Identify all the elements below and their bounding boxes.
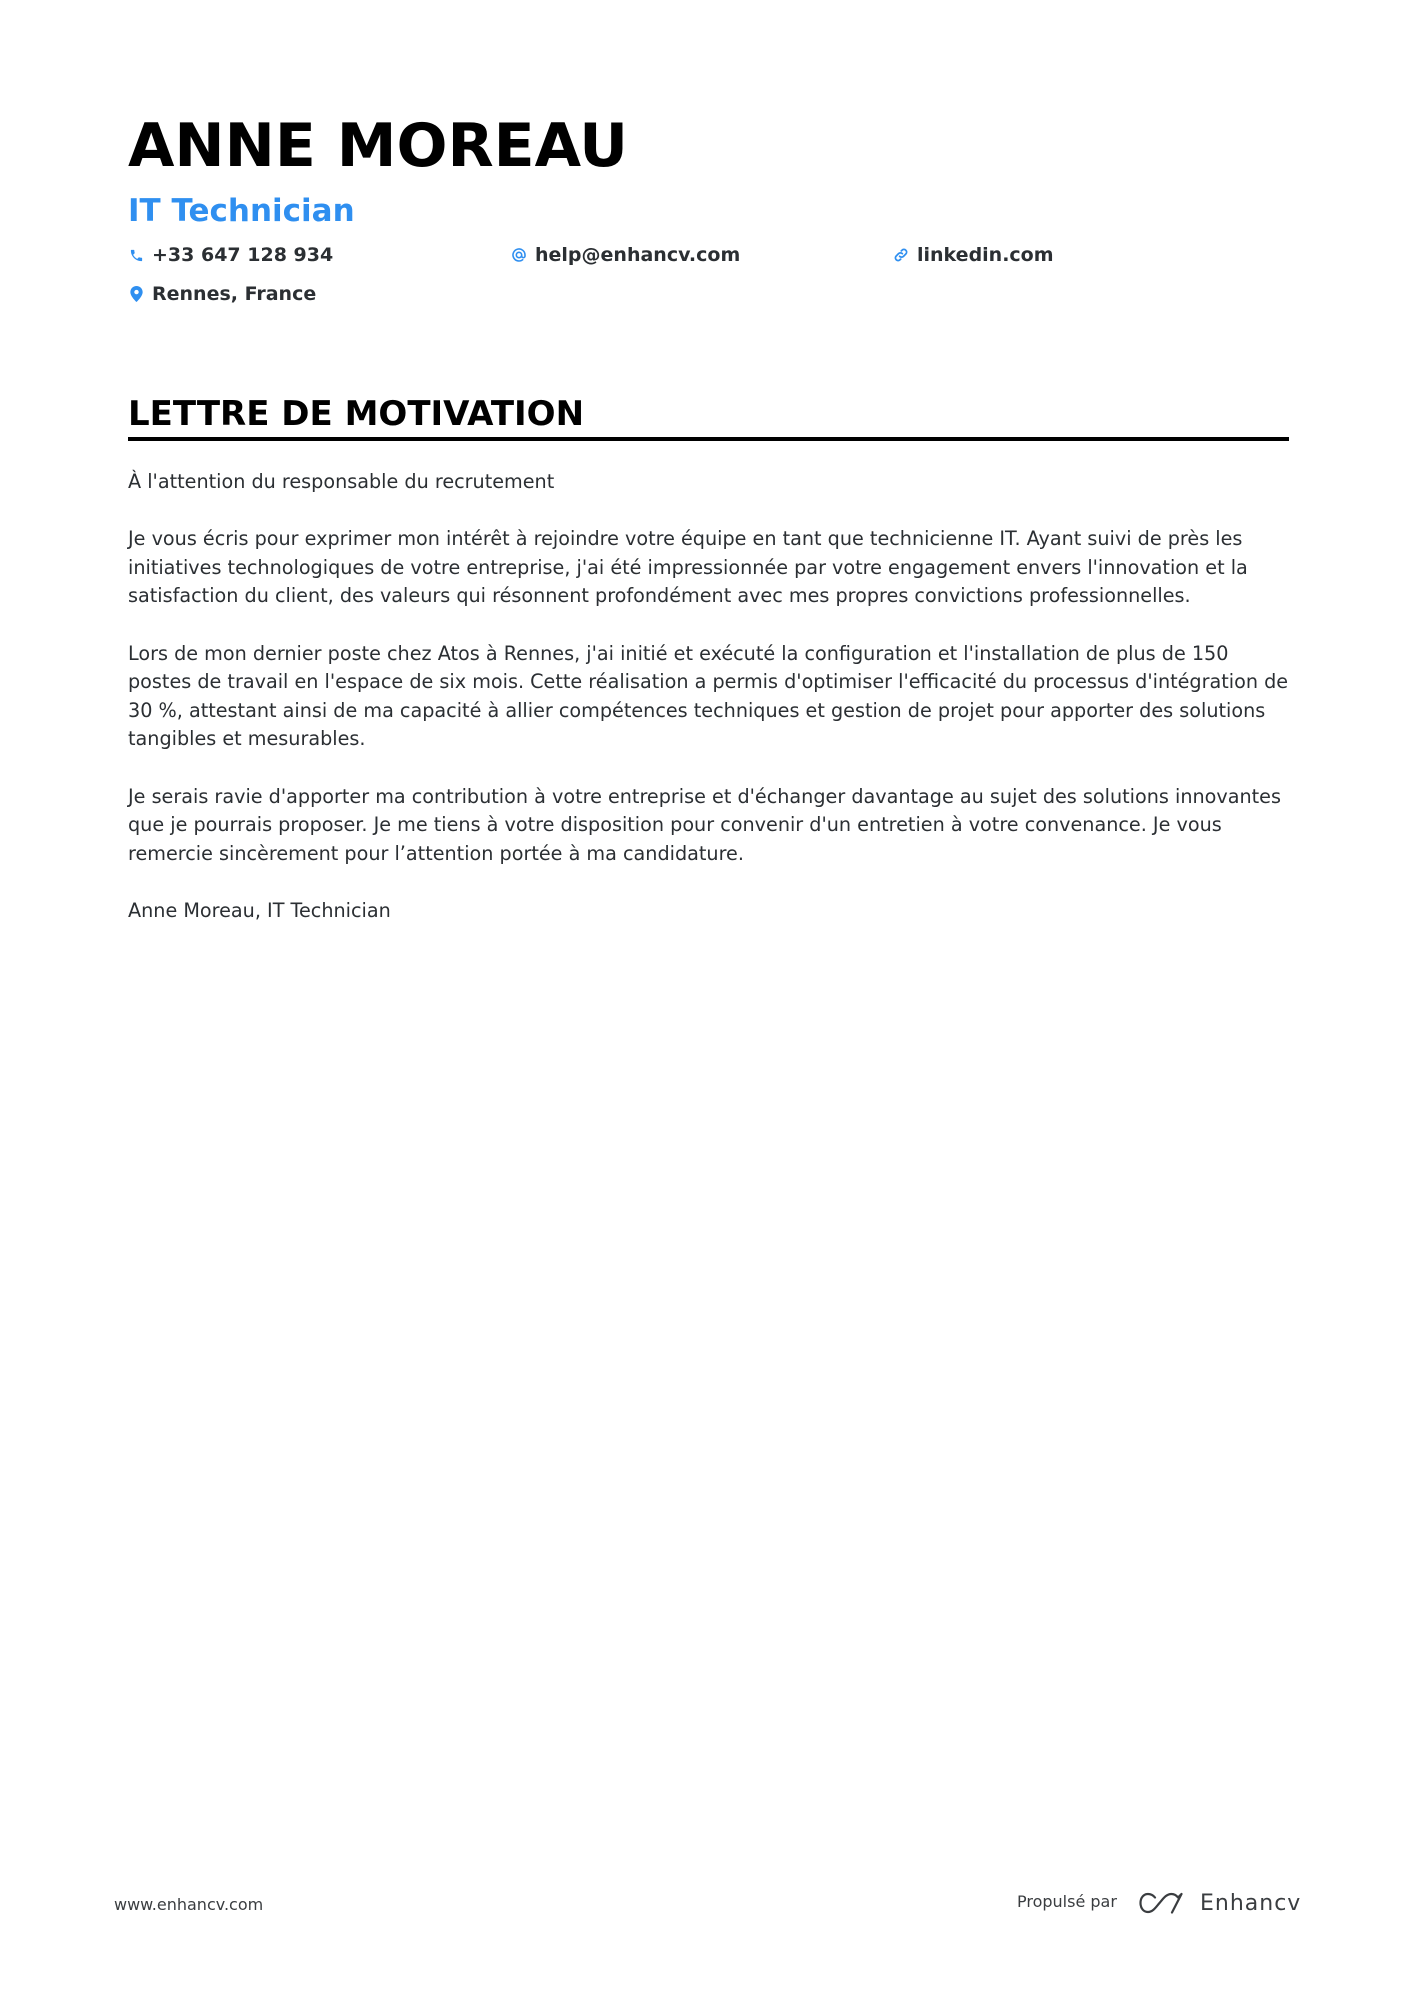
contact-link	[893, 242, 1054, 268]
email-text[interactable]: help@enhancv.com	[535, 244, 741, 266]
footer-website[interactable]: www.enhancv.com	[114, 1895, 264, 1914]
letter-paragraph: Lors de mon dernier poste chez Atos à Rennes, j'ai initié et exécuté la configuration et l'installation de plus de 150 postes de travail en l'espace de six mois. Cette réalisation a permis d'optimiser l'efficacité du processus d'intégration de 30 %, attestant ainsi de ma capacité à allier compétences techniques et gestion de projet pour apporter des solutions tangibles et mesurables.	[128, 641, 1289, 751]
contact-email	[511, 242, 740, 268]
location-text: Rennes, France	[152, 283, 317, 305]
phone-icon	[128, 246, 144, 264]
letter-paragraph: Je vous écris pour exprimer mon intérêt à rejoindre votre équipe en tant que technicienne IT. Ayant suivi de près les initiatives technologiques de votre entreprise, j'ai été impressionnée par votre engagement envers l'innovation et la satisfaction du client, des valeurs qui résonnent profondément avec mes propres convictions professionnelles.	[128, 527, 1248, 608]
letter-body	[128, 468, 1289, 926]
link-icon	[893, 246, 909, 264]
letter-paragraph: Je serais ravie d'apporter ma contribution à votre entreprise et d'échanger davantage au sujet des solutions innovantes que je pourrais proposer. Je me tiens à votre disposition pour convenir d'un entretien à votre convenance. Je vous remercie sincèrement pour l’attention portée à ma candidature.	[128, 784, 1281, 865]
letter-salutation: À l'attention du responsable du recrutement	[128, 470, 555, 493]
contact-phone	[128, 242, 333, 268]
footer-powered-by: Propulsé par	[1017, 1892, 1117, 1911]
letter-signature: Anne Moreau, IT Technician	[128, 898, 391, 922]
contact-location	[128, 281, 316, 307]
footer-brand-name: Enhancv	[1200, 1890, 1302, 1916]
at-icon	[511, 246, 527, 264]
footer-brand-logo[interactable]	[1138, 1889, 1301, 1917]
link-text[interactable]: linkedin.com	[917, 244, 1054, 266]
section-title: LETTRE DE MOTIVATION	[128, 394, 585, 434]
section-divider	[128, 437, 1289, 441]
enhancv-logo-icon	[1138, 1891, 1184, 1915]
candidate-role: IT Technician	[128, 193, 355, 229]
candidate-name: ANNE MOREAU	[128, 111, 628, 181]
phone-text: +33 647 128 934	[152, 244, 334, 266]
map-pin-icon	[128, 285, 144, 303]
